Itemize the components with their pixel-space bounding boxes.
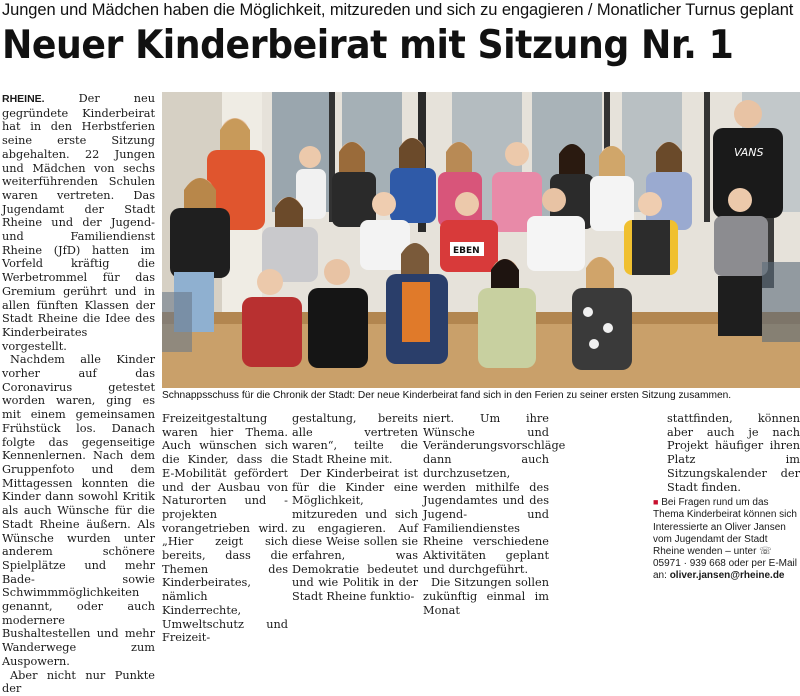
group-photo-illustration [162, 92, 800, 388]
paragraph: RHEINE. Der neu gegründete Kinderbeirat hat in den Herbstferien seine erste Sitzung abgehalten. 22 Jungen und Mädchen von sechs weiterführenden Schulen waren vertreten. Das Jugendamt der Stadt Rheine und der Jugend- und Familiendienst Rheine (JfD) hatten im Vorfeld kräftig die Werbetrommel für das Gremium gerührt und in allen fünften Klassen der Stadt Rheine die Idee des Kinderbeirates vorgestellt. [2, 92, 155, 353]
paragraph: Aber nicht nur Punkte der [2, 668, 155, 696]
paragraph: gestaltung, bereits alle vertreten waren“, teilte die Stadt Rheine mit. [292, 412, 418, 467]
bullet-icon: ■ [653, 497, 659, 508]
dateline: RHEINE. [2, 93, 45, 105]
contact-info: ■ Bei Fragen rund um das Thema Kinderbeirat können sich Interessierte an Oliver Jansen vom Jugendamt der Stadt Rheine wenden – unter ☏ 05971 · 939 668 oder per E-Mail an: oliver.jansen@rheine.de [653, 497, 797, 582]
paragraph: niert. Um ihre Wünsche und Veränderungsvorschläge dann auch durchzusetzen, werden mithilfe des Jugendamtes und des Jugend- und Familiendienstes Rheine verschiedene Aktivitäten geplant und durchgeführt. [423, 412, 566, 576]
photo-caption: Schnappsschuss für die Chronik der Stadt: Der neue Kinderbeirat fand sich in den Ferien zu seiner ersten Sitzung zusammen. [162, 390, 732, 401]
group-photo [162, 92, 800, 388]
headline: Neuer Kinderbeirat mit Sitzung Nr. 1 [2, 23, 734, 68]
contact-email[interactable]: oliver.jansen@rheine.de [669, 570, 785, 582]
info-box [651, 412, 800, 582]
paragraph: Nachdem alle Kinder vorher auf das Coronavirus getestet worden waren, ging es mit einem gemeinsamen Frühstück los. Danach folgte das gegenseitige Kennenlernen. Nach dem Gruppenfoto und dem Mittagessen konnten die Kinder dann sowohl Kritik als auch Wünsche für die Stadt Rheine äußern. Als Wünsche wurden unter anderem schönere Spielplätze und mehr Bade- sowie Schwimmmöglichkeiten genannt, oder auch modernere Bushaltestellen und mehr Wanderwege zum Auspowern. [2, 353, 155, 668]
paragraph: stattfinden, können aber auch je nach Projekt häufiger ihren Platz im Sitzungskalender der Stadt finden. [667, 412, 800, 494]
article-column-2 [162, 412, 288, 645]
paragraph: Freizeitgestaltung waren hier Thema. Auch wünschen sich die Kinder, dass die E-Mobilität gefördert und der Ausbau von Naturorten und -projekten vorangetrieben wird. „Hier zeigt sich bereits, dass die Themen des Kinderbeirates, nämlich Kinderrechte, Umweltschutz und Freizeit- [162, 412, 288, 645]
kicker: Jungen und Mädchen haben die Möglichkeit, mitzureden und sich zu engagieren / Monatlicher Turnus geplant [2, 1, 794, 19]
paragraph: Die Sitzungen sollen zukünftig einmal im Monat [423, 576, 549, 617]
paragraph: Der Kinderbeirat ist für die Kinder eine Möglichkeit, mitzureden und sich zu engagieren. Auf diese Weise sollen sie erfahren, was Demokratie bedeutet und wie Politik in der Stadt Rheine funktio- [292, 466, 418, 604]
article-column-3 [292, 412, 418, 604]
article-column-1 [2, 92, 155, 696]
shirt-logo-text: VANS [734, 146, 764, 159]
article-column-4 [423, 412, 566, 617]
shirt-print-text: EBEN [453, 246, 480, 256]
